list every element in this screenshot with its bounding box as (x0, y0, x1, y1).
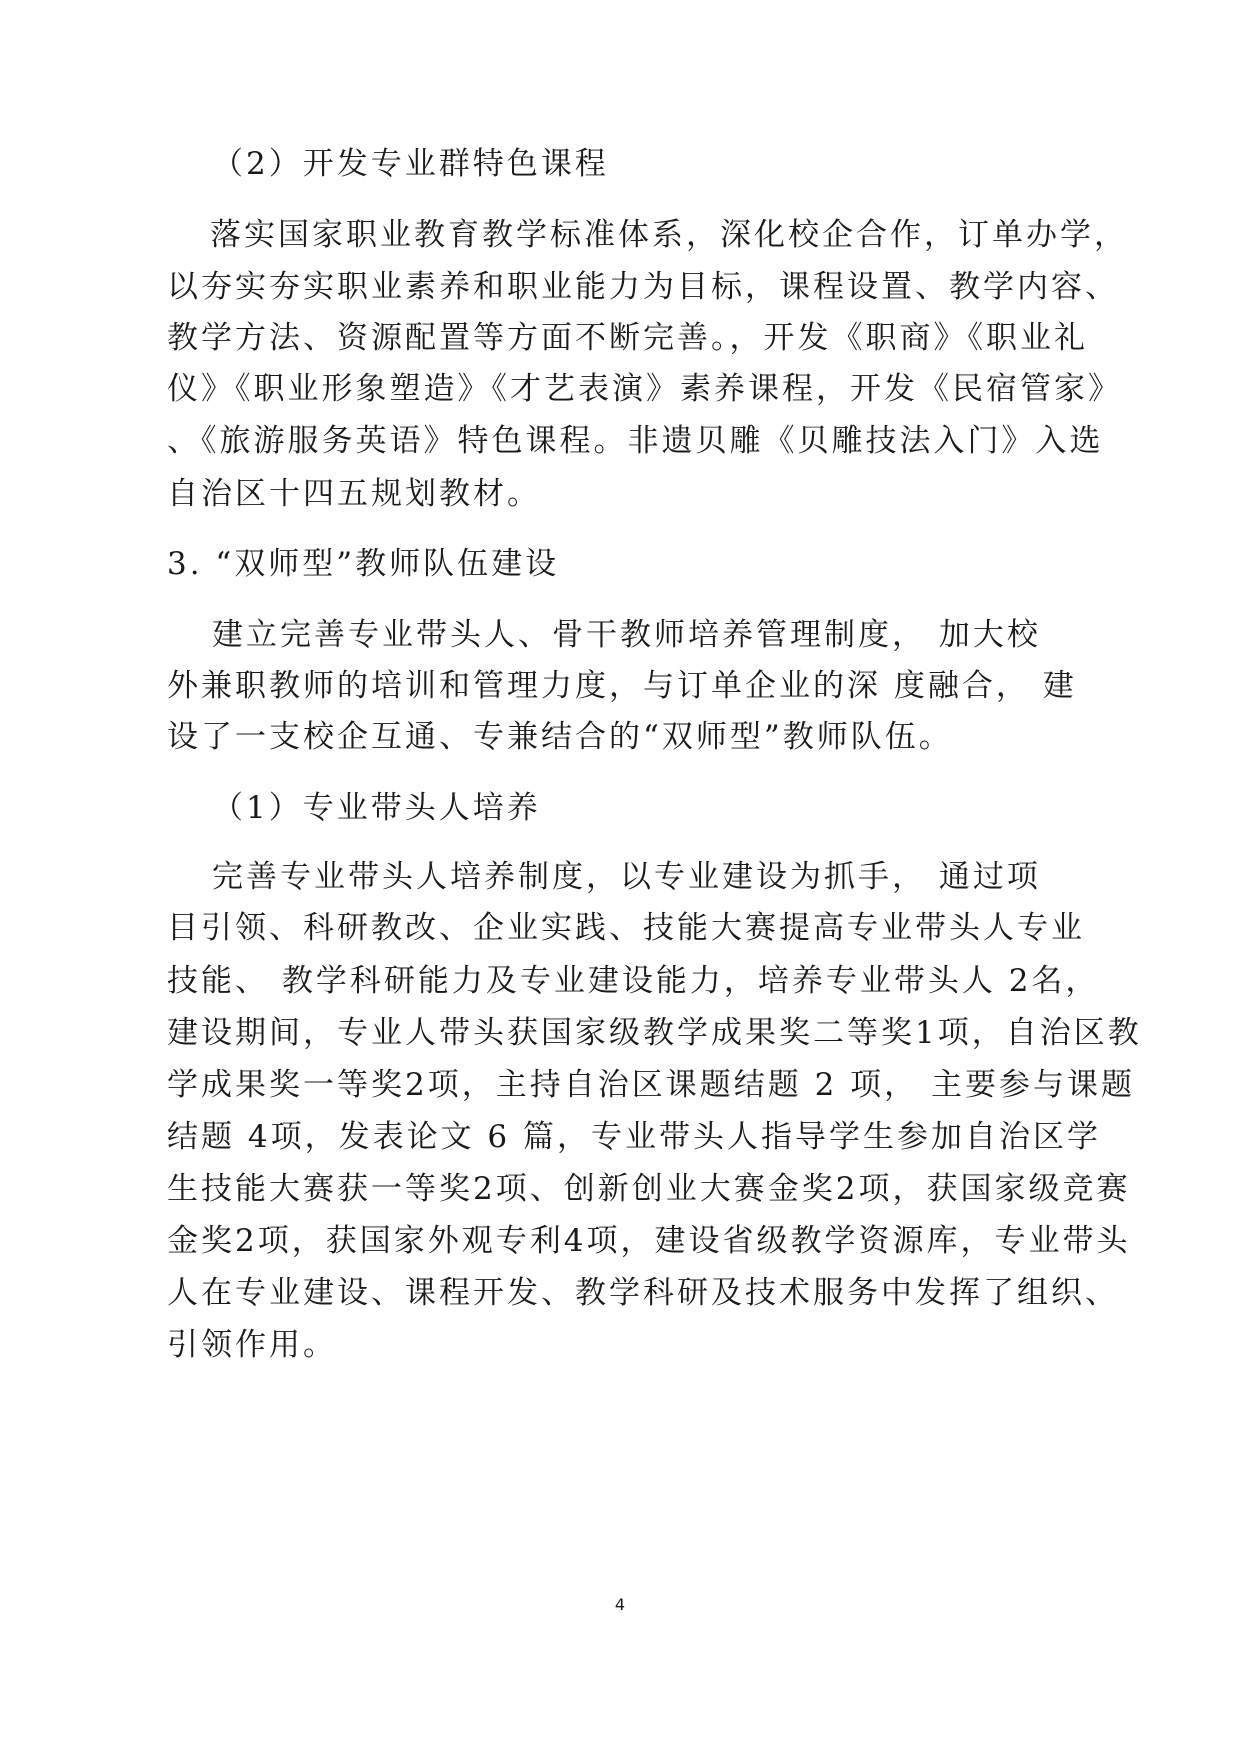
paragraph-line: 建立完善专业带头人、骨干教师培养管理制度， 加大校 (212, 617, 1041, 653)
paragraph-line: 落实国家职业教育教学标准体系，深化校企合作，订单办学， (210, 217, 1128, 253)
paragraph-line: 仪》《职业形象塑造》《才艺表演》素养课程，开发《民宿管家》 (167, 371, 1122, 407)
paragraph-line: 教学方法、资源配置等方面不断完善。，开发《职商》《职业礼 (167, 320, 1088, 356)
page-number: 4 (614, 1595, 626, 1614)
paragraph-line: 建设期间，专业人带头获国家级教学成果奖二等奖1项，自治区教 (167, 1015, 1142, 1051)
paragraph-line: 学成果奖一等奖2项，主持自治区课题结题 2 项， 主要参与课题 (167, 1067, 1136, 1103)
paragraph-line: 生技能大赛获一等奖2项、创新创业大赛金奖2项，获国家级竞赛 (167, 1171, 1131, 1207)
paragraph-line: 金奖2项，获国家外观专利4项，建设省级教学资源库，专业带头 (167, 1223, 1131, 1259)
subheading-leader-training: （1）专业带头人培养 (212, 790, 541, 826)
section-heading-dual-teacher: 3. “双师型”教师队伍建设 (167, 546, 560, 582)
paragraph-line: 人在专业建设、课程开发、教学科研及技术服务中发挥了组织、 (167, 1275, 1119, 1311)
paragraph-line: 外兼职教师的培训和管理力度，与订单企业的深 度融合， 建 (167, 668, 1077, 704)
paragraph-line: 、《旅游服务英语》特色课程。非遗贝雕《贝雕技法入门》入选 (167, 423, 1104, 459)
paragraph-line: 自治区十四五规划教材。 (167, 476, 541, 512)
paragraph-line: 以夯实夯实职业素养和职业能力为目标，课程设置、教学内容、 (167, 269, 1119, 305)
paragraph-line: 目引领、科研教改、企业实践、技能大赛提高专业带头人专业 (167, 910, 1085, 946)
paragraph-line: 引领作用。 (167, 1327, 337, 1363)
paragraph-line: 结题 4项，发表论文 6 篇，专业带头人指导学生参加自治区学 (167, 1119, 1102, 1155)
subheading-develop-courses: （2）开发专业群特色课程 (212, 146, 609, 182)
paragraph-line: 技能、 教学科研能力及专业建设能力，培养专业带头人 2名， (167, 963, 1100, 999)
paragraph-line: 设了一支校企互通、专兼结合的“双师型”教师队伍。 (167, 719, 953, 755)
paragraph-line: 完善专业带头人培养制度，以专业建设为抓手， 通过项 (212, 859, 1041, 895)
